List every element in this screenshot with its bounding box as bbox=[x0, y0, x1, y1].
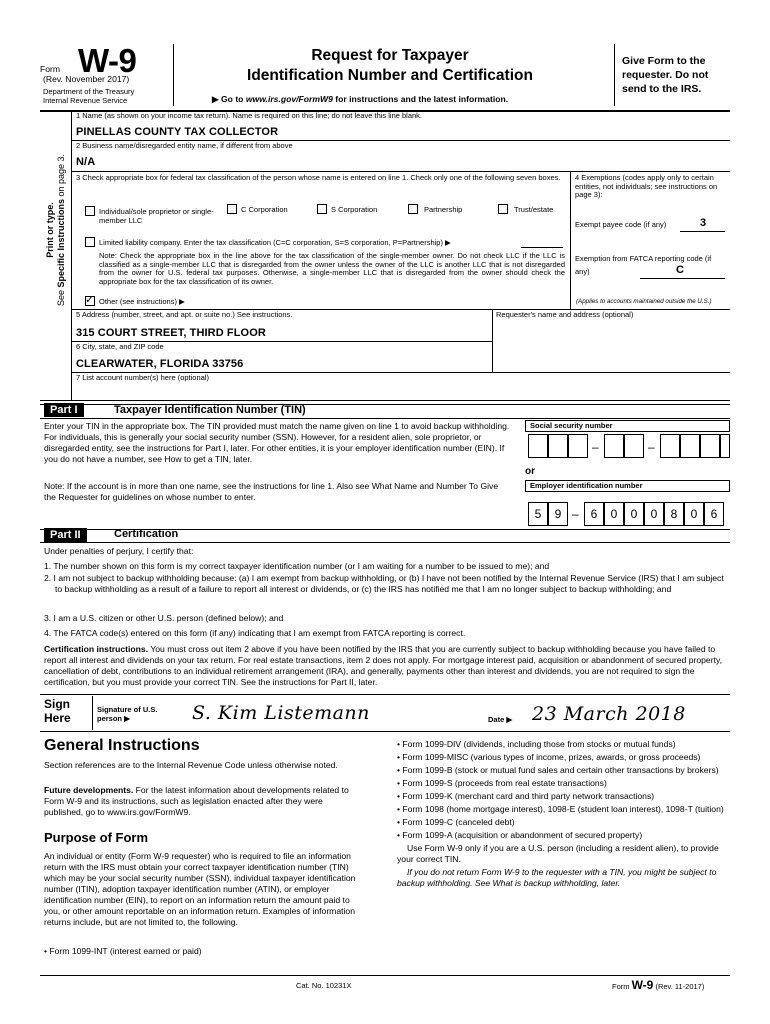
part1-title: Taxpayer Identification Number (TIN) bbox=[114, 404, 306, 416]
line1-label: 1 Name (as shown on your income tax return). Name is required on this line; do not leave this line blank. bbox=[76, 111, 423, 120]
ein-digit-3[interactable]: 6 bbox=[584, 502, 604, 526]
list-item: • Form 1099-C (canceled debt) bbox=[397, 817, 515, 827]
goto-instructions: ▶ Go to www.irs.gov/FormW9 for instructions and the latest information. bbox=[212, 94, 509, 104]
backup-withholding-note: If you do not return Form W-9 to the requester with a TIN, you might be subject to backup withholding. See What is backup withholding, later. bbox=[397, 867, 717, 888]
list-item: • Form 1099-K (merchant card and third party network transactions) bbox=[397, 791, 655, 801]
exemptions-label: 4 Exemptions (codes apply only to certain entities, not individuals; see instructions on page 3): bbox=[575, 173, 718, 200]
irs-url[interactable]: www.irs.gov/FormW9 bbox=[245, 94, 333, 104]
give-form-notice: Give Form to the requester. Do not send to the IRS. bbox=[622, 55, 709, 95]
ein-label: Employer identification number bbox=[525, 480, 730, 492]
ein-digit-5[interactable]: 0 bbox=[624, 502, 644, 526]
ssn-digit[interactable] bbox=[548, 434, 568, 458]
ssn-digit[interactable] bbox=[568, 434, 588, 458]
signature-field[interactable]: S. Kim Listemann bbox=[192, 702, 370, 724]
line2-business-value[interactable]: N/A bbox=[76, 156, 96, 168]
date-label: Date ▶ bbox=[488, 715, 513, 724]
ein-digit-9[interactable]: 6 bbox=[704, 502, 724, 526]
print-or-type: Print or type. bbox=[45, 202, 55, 258]
ccorp-label: C Corporation bbox=[241, 205, 288, 214]
partnership-checkbox[interactable] bbox=[408, 204, 418, 214]
line5-address-value[interactable]: 315 COURT STREET, THIRD FLOOR bbox=[76, 327, 266, 339]
ccorp-checkbox[interactable] bbox=[227, 204, 237, 214]
or-label: or bbox=[525, 466, 535, 477]
treasury-department: Department of the Treasury bbox=[43, 87, 135, 96]
ein-digit-4[interactable]: 0 bbox=[604, 502, 624, 526]
form-title bbox=[180, 46, 600, 86]
form-header bbox=[40, 42, 730, 110]
ssn-digit[interactable] bbox=[624, 434, 644, 458]
line7-label: 7 List account number(s) here (optional) bbox=[76, 373, 209, 382]
catalog-number: Cat. No. 10231X bbox=[296, 981, 352, 990]
individual-label: Individual/sole proprietor or single-member LLC bbox=[99, 207, 214, 225]
cert-item-4: 4. The FATCA code(s) entered on this form (if any) indicating that I am exempt from FATCA reporting is correct. bbox=[44, 628, 466, 638]
partnership-label: Partnership bbox=[424, 205, 463, 214]
part1-note: Note: If the account is in more than one name, see the instructions for line 1. Also see What Name and Number To Give the Requester for guidelines on whose number to enter. bbox=[44, 481, 499, 502]
other-label: Other (see instructions) ▶ bbox=[99, 297, 185, 306]
line6-label: 6 City, state, and ZIP code bbox=[76, 342, 164, 351]
ssn-digit[interactable] bbox=[604, 434, 624, 458]
form-label: Form bbox=[40, 64, 61, 74]
ssn-label: Social security number bbox=[525, 420, 730, 432]
fatca-note: (Applies to accounts maintained outside the U.S.) bbox=[576, 298, 712, 305]
side-instructions: Print or type. See Specific Instructions on page 3. bbox=[45, 115, 75, 345]
form-list bbox=[397, 739, 730, 889]
ein-digit-7[interactable]: 8 bbox=[664, 502, 684, 526]
llc-classification-field[interactable] bbox=[521, 247, 563, 248]
date-field[interactable]: 23 March 2018 bbox=[532, 703, 686, 725]
list-item: • Form 1098 (home mortgage interest), 1098-E (student loan interest), 1098-T (tuition) bbox=[397, 804, 724, 814]
line1-name-value[interactable]: PINELLAS COUNTY TAX COLLECTOR bbox=[76, 126, 279, 138]
ssn-digit[interactable] bbox=[700, 434, 720, 458]
ssn-digit[interactable] bbox=[680, 434, 700, 458]
irs-label: Internal Revenue Service bbox=[43, 96, 128, 105]
line3-label: 3 Check appropriate box for federal tax classification of the person whose name is entered on line 1. Check only one of the following seven boxes. bbox=[76, 173, 561, 182]
title-line-1: Request for Taxpayer bbox=[311, 47, 469, 64]
ssn-digit[interactable] bbox=[528, 434, 548, 458]
cert-item-1: 1. The number shown on this form is my correct taxpayer identification number (or I am waiting for a number to be issued to me); and bbox=[44, 561, 550, 571]
list-item: • Form 1099-S (proceeds from real estate transactions) bbox=[397, 778, 607, 788]
list-item: • Form 1099-MISC (various types of income, prizes, awards, or gross proceeds) bbox=[397, 752, 701, 762]
ein-digit-6[interactable]: 0 bbox=[644, 502, 664, 526]
part1-body: Enter your TIN in the appropriate box. The TIN provided must match the name given on line 1 to avoid backup withholding. For individuals, this is generally your social security number (SSN). However, for a resident alien, sole proprietor, or disregarded entity, see the instructions for Part I, later. For other entities, it is your employer identification number (EIN). If you do not have a number, see How to get a TIN, later. bbox=[44, 421, 510, 464]
signature-label: Signature of U.S. person ▶ bbox=[97, 705, 158, 723]
certification-intro: Under penalties of perjury, I certify that: bbox=[44, 546, 194, 556]
part2-label: Part II bbox=[44, 528, 87, 542]
future-developments: Future developments. For the latest information about developments related to Form W-9 and its instructions, such as legislation enacted after they were published, go to www.irs.gov/FormW9. bbox=[44, 785, 349, 817]
fatca-label: Exemption from FATCA reporting code (if any) bbox=[575, 254, 712, 277]
form-number: W-9 bbox=[78, 42, 137, 79]
line6-city-value[interactable]: CLEARWATER, FLORIDA 33756 bbox=[76, 358, 244, 370]
ein-digit-2[interactable]: 9 bbox=[548, 502, 568, 526]
purpose-heading: Purpose of Form bbox=[44, 830, 149, 845]
trust-label: Trust/estate bbox=[514, 205, 554, 214]
purpose-text: An individual or entity (Form W-9 requester) who is required to file an information return with the IRS must obtain your correct taxpayer identification number (TIN) which may be your social security number (SSN), individual taxpayer identification number (ITIN), adoption taxpayer identification number (ATIN), or employer identification number (EIN), to report on an information return the amount paid to you, or other amount reportable on an information return. Examples of information returns include, but are not limited to, the following. bbox=[44, 851, 356, 927]
cert-item-3: 3. I am a U.S. citizen or other U.S. person (defined below); and bbox=[44, 613, 284, 623]
form-1099-int: • Form 1099-INT (interest earned or paid) bbox=[44, 946, 202, 956]
ein-dash: – bbox=[572, 507, 579, 521]
part1-label: Part I bbox=[44, 403, 84, 417]
ssn-dash: – bbox=[592, 440, 599, 454]
sign-here: Sign Here bbox=[44, 697, 71, 725]
cert-item-2: 2. I am not subject to backup withholding because: (a) I am exempt from backup withholding, or (b) I have not been notified by the Internal Revenue Service (IRS) that I am subject to backup withholding as a result of a failure to report all interest or dividends, or (c) the IRS has notified me that I am no longer subject to backup withholding; and bbox=[44, 573, 724, 594]
fatca-value[interactable]: C bbox=[676, 264, 684, 276]
requester-label: Requester's name and address (optional) bbox=[496, 310, 634, 319]
llc-label: Limited liability company. Enter the tax classification (C=C corporation, S=S corporation, P=Partnership) ▶ bbox=[99, 238, 451, 247]
title-line-2: Identification Number and Certification bbox=[247, 67, 533, 84]
part2-title: Certification bbox=[114, 528, 179, 540]
ssn-digit[interactable] bbox=[720, 434, 730, 458]
general-instructions-heading: General Instructions bbox=[44, 737, 200, 754]
list-item: • Form 1099-A (acquisition or abandonment of secured property) bbox=[397, 830, 643, 840]
llc-checkbox[interactable] bbox=[85, 237, 95, 247]
section-references: Section references are to the Internal Revenue Code unless otherwise noted. bbox=[44, 760, 338, 770]
ein-digit-1[interactable]: 5 bbox=[528, 502, 548, 526]
ssn-dash: – bbox=[648, 440, 655, 454]
form-revision: (Rev. November 2017) bbox=[43, 74, 130, 84]
line2-label: 2 Business name/disregarded entity name, if different from above bbox=[76, 141, 293, 150]
exempt-payee-value[interactable]: 3 bbox=[700, 217, 707, 229]
use-form-note: Use Form W-9 only if you are a U.S. person (including a resident alien), to provide your correct TIN. bbox=[397, 843, 719, 864]
footer-form-id: Form W-9 (Rev. 11-2017) bbox=[612, 978, 705, 992]
other-check-mark: ✓ bbox=[85, 294, 95, 306]
cert-instructions: Certification instructions. You must cross out item 2 above if you have been notified by the IRS that you are currently subject to backup withholding because you have failed to report all interest and dividends on your tax return. For real estate transactions, item 2 does not apply. For mortgage interest paid, acquisition or abandonment of secured property, cancellation of debt, contributions to an individual retirement arrangement (IRA), and generally, payments other than interest and dividends, you are not required to sign the certification, but you must provide your correct TIN. See the instructions for Part II, later. bbox=[44, 644, 722, 687]
individual-checkbox[interactable] bbox=[85, 206, 95, 216]
llc-note: Note: Check the appropriate box in the line above for the tax classification of the single-member owner. Do not check LLC if the LLC is classified as a single-member LLC that is disregarded from the owner unless the owner of the LLC is another LLC that is not disregarded from the owner for U.S. federal tax purposes. Otherwise, a single-member LLC that is disregarded from the owner should check the appropriate box for the tax classification of its owner. bbox=[99, 251, 565, 286]
exempt-payee-label: Exempt payee code (if any) bbox=[575, 220, 667, 229]
trust-checkbox[interactable] bbox=[498, 204, 508, 214]
list-item: • Form 1099-DIV (dividends, including those from stocks or mutual funds) bbox=[397, 739, 676, 749]
scorp-label: S Corporation bbox=[331, 205, 378, 214]
line5-label: 5 Address (number, street, and apt. or suite no.) See instructions. bbox=[76, 310, 293, 319]
ssn-digit[interactable] bbox=[660, 434, 680, 458]
ein-digit-8[interactable]: 0 bbox=[684, 502, 704, 526]
scorp-checkbox[interactable] bbox=[317, 204, 327, 214]
list-item: • Form 1099-B (stock or mutual fund sales and certain other transactions by brokers) bbox=[397, 765, 719, 775]
